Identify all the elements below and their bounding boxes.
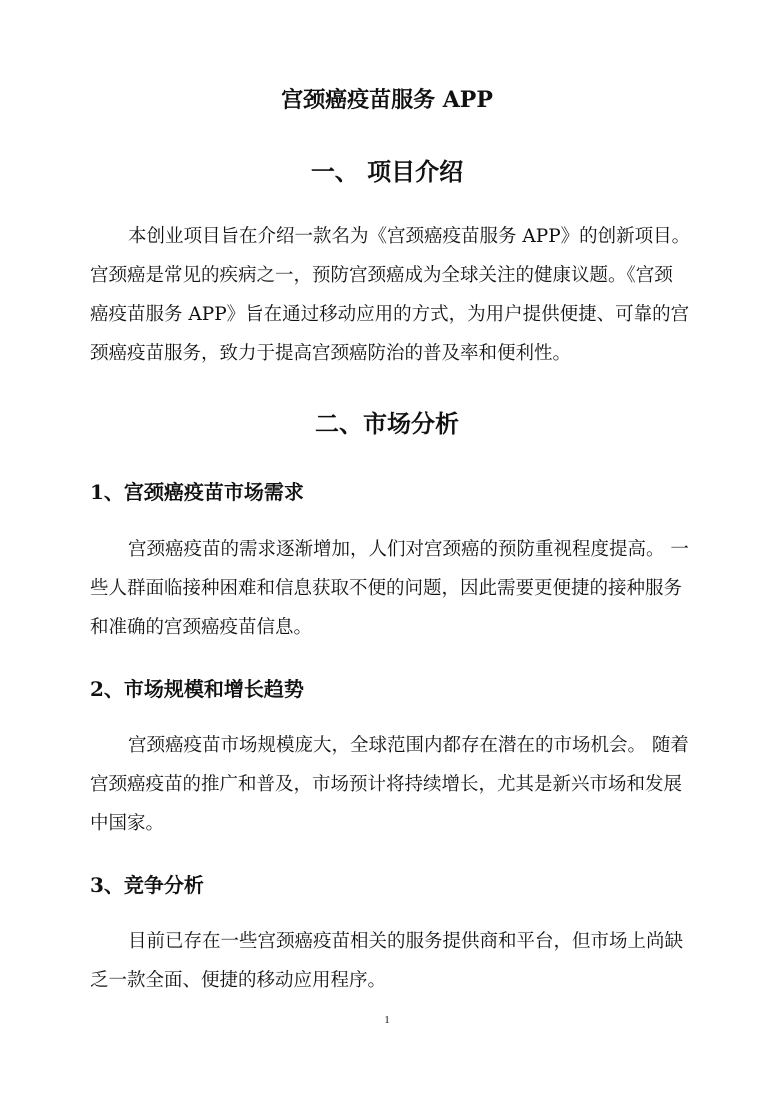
paragraph-line: 目前已存在一些宫颈癌疫苗相关的服务提供商和平台，但市场上尚缺 (128, 931, 684, 952)
paragraph-line: 些人群面临接种困难和信息获取不便的问题，因此需要更便捷的接种服务 (90, 578, 683, 599)
subsection-heading-competition: 3、竞争分析 (90, 873, 204, 897)
paragraph-line: 宫颈癌疫苗的推广和普及，市场预计将持续增长，尤其是新兴市场和发展 (90, 774, 683, 795)
paragraph-line: 癌疫苗服务 APP》旨在通过移动应用的方式，为用户提供便捷、可靠的宫 (90, 304, 690, 325)
paragraph-line: 中国家。 (90, 813, 165, 834)
section-heading-market-analysis: 二、市场分析 (315, 409, 459, 438)
paragraph-line: 宫颈癌是常见的疾病之一，预防宫颈癌成为全球关注的健康议题。《宫颈 (90, 265, 673, 286)
paragraph-line: 颈癌疫苗服务，致力于提高宫颈癌防治的普及率和便利性。 (90, 343, 572, 364)
page-number: 1 (384, 1014, 390, 1026)
paragraph-line: 宫颈癌疫苗的需求逐渐增加，人们对宫颈癌的预防重视程度提高。 一 (128, 539, 689, 560)
subsection-heading-market-demand: 1、宫颈癌疫苗市场需求 (90, 480, 304, 504)
document-title: 宫颈癌疫苗服务 APP (281, 87, 493, 113)
paragraph-line: 乏一款全面、便捷的移动应用程序。 (90, 970, 387, 991)
subsection-heading-market-size: 2、市场规模和增长趋势 (90, 677, 304, 701)
paragraph-line: 和准确的宫颈癌疫苗信息。 (90, 617, 313, 638)
paragraph-line: 宫颈癌疫苗市场规模庞大，全球范围内都存在潜在的市场机会。 随着 (128, 735, 689, 756)
section-heading-project-intro: 一、 项目介绍 (310, 157, 464, 186)
paragraph-line: 本创业项目旨在介绍一款名为《宫颈癌疫苗服务 APP》的创新项目。 (128, 226, 691, 247)
